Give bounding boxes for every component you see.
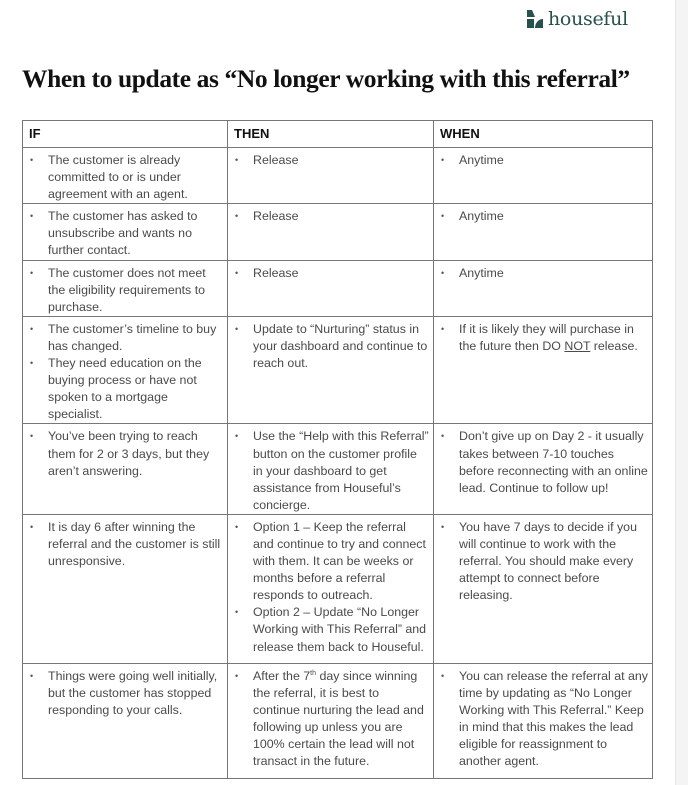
cell-then bbox=[228, 424, 434, 514]
bullet-item bbox=[29, 208, 223, 259]
page-title: When to update as “No longer working with this referral” bbox=[22, 64, 630, 93]
bullet-item bbox=[29, 428, 223, 479]
header-if: IF bbox=[23, 121, 228, 148]
bullet-list bbox=[29, 519, 223, 570]
bullet-list bbox=[440, 668, 648, 771]
bullet-text: You can release the referral at any time by updating as “No Longer Working with This Referral.” Keep in mind that this makes the lead eligible for reassignment to another agent. bbox=[459, 668, 648, 769]
bullet-item bbox=[234, 208, 429, 225]
bullet-text: You have 7 days to decide if you will continue to work with the referral. You should make every attempt to connect before releasing. bbox=[459, 519, 637, 603]
cell-then bbox=[228, 316, 434, 424]
bullet-list bbox=[29, 152, 223, 203]
bullet-text: Anytime bbox=[459, 153, 504, 167]
bullet-item bbox=[234, 321, 429, 372]
bullet-text: Option 1 – Keep the referral and continue to try and connect with them. It can be weeks or months before a referral responds to outreach. bbox=[253, 519, 426, 603]
bullet-text: Release bbox=[253, 209, 299, 224]
bullet-list bbox=[440, 265, 648, 282]
cell-when bbox=[434, 316, 653, 424]
table-row bbox=[23, 148, 653, 204]
header-then: THEN bbox=[228, 121, 434, 148]
cell-when bbox=[434, 204, 653, 260]
bullet-list bbox=[29, 265, 223, 316]
bullet-item bbox=[440, 265, 648, 282]
houseful-logo bbox=[527, 8, 628, 30]
header-when: WHEN bbox=[434, 121, 653, 148]
cell-if bbox=[23, 514, 228, 663]
bullet-text: Anytime bbox=[459, 209, 504, 224]
bullet-text: You’ve been trying to reach them for 2 or 3 days, but they aren’t answering. bbox=[48, 429, 210, 478]
bullet-item bbox=[234, 428, 429, 513]
bullet-list bbox=[29, 321, 223, 424]
bullet-text: The customer is already committed to or is under agreement with an agent. bbox=[48, 153, 188, 202]
bullet-list bbox=[29, 428, 223, 479]
bullet-list bbox=[234, 152, 429, 169]
cell-if bbox=[23, 316, 228, 424]
cell-if bbox=[23, 204, 228, 260]
bullet-item bbox=[234, 668, 429, 771]
bullet-list bbox=[440, 152, 648, 169]
bullet-text: Option 2 – Update “No Longer Working with This Referral” and release them back to Houseful. bbox=[253, 605, 427, 654]
bullet-text: Release bbox=[253, 265, 299, 280]
cell-when bbox=[434, 514, 653, 663]
cell-then bbox=[228, 148, 434, 204]
bullet-list bbox=[234, 519, 429, 656]
table-row bbox=[23, 663, 653, 778]
bullet-item bbox=[440, 668, 648, 771]
table-row bbox=[23, 424, 653, 514]
cell-then bbox=[228, 514, 434, 663]
bullet-text: It is day 6 after winning the referral and the customer is still unresponsive. bbox=[48, 519, 221, 569]
bullet-text: If it is likely they will purchase in the future then DO bbox=[459, 321, 634, 353]
bullet-list bbox=[234, 428, 429, 513]
cell-when bbox=[434, 424, 653, 514]
bullet-item bbox=[440, 208, 648, 225]
cell-then bbox=[228, 204, 434, 260]
bullet-item bbox=[29, 321, 223, 355]
bullet-list bbox=[440, 321, 648, 355]
bullet-item bbox=[29, 668, 223, 719]
bullet-text: Don’t give up on Day 2 - it usually takes between 7-10 touches before reconnecting with an online lead. Continue to follow up! bbox=[459, 429, 648, 495]
bullet-item bbox=[234, 265, 429, 282]
cell-if bbox=[23, 148, 228, 204]
referral-guidance-table bbox=[22, 120, 653, 779]
cell-when bbox=[434, 148, 653, 204]
bullet-text: The customer’s timeline to buy has changed. bbox=[48, 321, 217, 353]
bullet-text: After the 7 bbox=[253, 668, 311, 683]
brand-name: houseful bbox=[548, 8, 628, 30]
table-row bbox=[23, 260, 653, 316]
bullet-list bbox=[234, 265, 429, 282]
emphasis-text: NOT bbox=[564, 338, 591, 353]
bullet-item bbox=[440, 519, 648, 604]
bullet-text: release. bbox=[590, 338, 638, 353]
bullet-list bbox=[234, 321, 429, 372]
cell-when bbox=[434, 260, 653, 316]
bullet-item bbox=[29, 519, 223, 570]
bullet-item bbox=[440, 152, 648, 169]
cell-if bbox=[23, 424, 228, 514]
houseful-logo-icon bbox=[527, 10, 543, 28]
page-edge bbox=[675, 0, 688, 785]
bullet-item bbox=[234, 519, 429, 604]
cell-when bbox=[434, 663, 653, 778]
cell-if bbox=[23, 260, 228, 316]
bullet-list bbox=[440, 519, 648, 604]
bullet-text: Things were going well initially, but the customer has stopped responding to your calls. bbox=[48, 668, 218, 718]
bullet-item bbox=[29, 265, 223, 316]
bullet-list bbox=[440, 428, 648, 496]
bullet-item bbox=[440, 428, 648, 496]
bullet-list bbox=[234, 208, 429, 225]
bullet-text: day since winning the referral, it is best to continue nurturing the lead and following up unless you are 100% certain the lead will not transact in the future. bbox=[253, 668, 424, 769]
ordinal-suffix: th bbox=[310, 669, 317, 677]
bullet-item bbox=[29, 355, 223, 423]
bullet-list bbox=[234, 668, 429, 771]
bullet-item bbox=[440, 321, 648, 355]
table-row bbox=[23, 514, 653, 663]
bullet-item bbox=[29, 152, 223, 203]
bullet-text: The customer does not meet the eligibility requirements to purchase. bbox=[48, 265, 206, 314]
cell-then bbox=[228, 663, 434, 778]
bullet-text: Release bbox=[253, 153, 299, 167]
bullet-text: Anytime bbox=[459, 265, 504, 280]
bullet-text: They need education on the buying process or have not spoken to a mortgage specialist. bbox=[48, 356, 202, 422]
bullet-item bbox=[234, 152, 429, 169]
table-row bbox=[23, 316, 653, 424]
table-header-row bbox=[23, 121, 653, 148]
bullet-item bbox=[234, 604, 429, 655]
bullet-list bbox=[29, 668, 223, 719]
bullet-list bbox=[440, 208, 648, 225]
bullet-list bbox=[29, 208, 223, 259]
bullet-text: The customer has asked to unsubscribe and wants no further contact. bbox=[48, 209, 198, 258]
cell-if bbox=[23, 663, 228, 778]
cell-then bbox=[228, 260, 434, 316]
bullet-text: Update to “Nurturing” status in your dashboard and continue to reach out. bbox=[253, 321, 428, 371]
table-row bbox=[23, 204, 653, 260]
bullet-text: Use the “Help with this Referral” button on the customer profile in your dashboard to get assistance from Houseful’s concierge. bbox=[253, 429, 429, 512]
